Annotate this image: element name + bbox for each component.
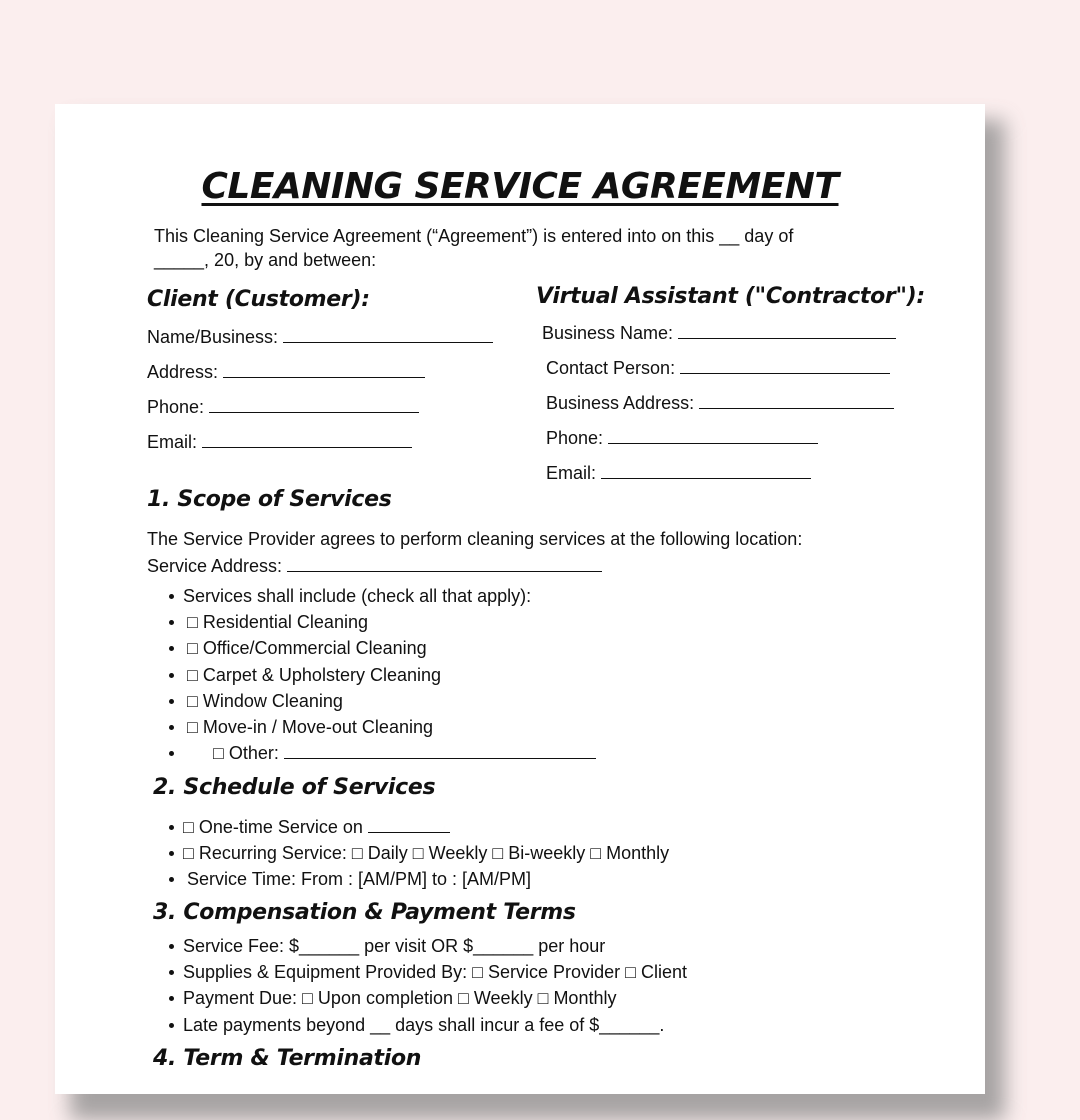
contractor-contact-label: Contact Person:	[546, 358, 676, 378]
checkbox-residential[interactable]: □ Residential Cleaning	[187, 612, 368, 633]
contractor-phone-label: Phone:	[546, 428, 604, 448]
one-time-date-blank[interactable]	[368, 816, 450, 833]
service-address-field[interactable]	[147, 555, 602, 577]
contractor-address-field[interactable]	[546, 392, 894, 414]
contractor-phone-blank[interactable]	[608, 427, 818, 444]
client-phone-label: Phone:	[147, 397, 205, 417]
client-phone-field[interactable]	[147, 396, 419, 418]
list-item: Service Fee: $______ per visit OR $______ per hour	[155, 933, 687, 959]
contractor-address-blank[interactable]	[699, 392, 894, 409]
client-heading: Client (Customer):	[147, 287, 370, 312]
document-page	[55, 104, 985, 1094]
intro-line-1: This Cleaning Service Agreement (“Agreement”) is entered into on this __ day of	[154, 226, 794, 246]
client-name-blank[interactable]	[283, 326, 493, 343]
list-item[interactable]	[155, 662, 596, 688]
checkbox-move-in-out[interactable]: □ Move-in / Move-out Cleaning	[187, 716, 433, 737]
schedule-list	[155, 814, 669, 893]
contractor-business-name-label: Business Name:	[542, 323, 674, 343]
contractor-email-field[interactable]	[546, 462, 811, 484]
list-item[interactable]	[155, 814, 669, 840]
scope-intro: The Service Provider agrees to perform cleaning services at the following location:	[147, 529, 803, 549]
list-item[interactable]	[155, 609, 596, 635]
checkbox-one-time[interactable]: □ One-time Service on	[183, 817, 363, 837]
scope-list	[155, 583, 596, 766]
list-item[interactable]	[155, 688, 596, 714]
service-address-label: Service Address:	[147, 556, 283, 576]
client-name-field[interactable]	[147, 326, 493, 348]
contractor-business-name-field[interactable]	[542, 322, 896, 344]
scope-heading: 1. Scope of Services	[147, 487, 392, 512]
list-item[interactable]	[155, 740, 596, 766]
contractor-phone-field[interactable]	[546, 427, 818, 449]
checkbox-office-commercial[interactable]: □ Office/Commercial Cleaning	[187, 638, 427, 659]
list-item: Late payments beyond __ days shall incur a fee of $______.	[155, 1012, 687, 1038]
list-item[interactable]	[155, 714, 596, 740]
term-heading: 4. Term & Termination	[153, 1046, 422, 1071]
compensation-heading: 3. Compensation & Payment Terms	[153, 900, 576, 925]
compensation-list	[155, 933, 687, 1038]
contractor-email-label: Email:	[546, 463, 597, 483]
service-address-blank[interactable]	[287, 555, 602, 572]
list-item[interactable]: Payment Due: □ Upon completion □ Weekly □ Monthly	[155, 985, 687, 1011]
schedule-heading: 2. Schedule of Services	[153, 775, 436, 800]
checkbox-window[interactable]: □ Window Cleaning	[187, 690, 343, 711]
list-item: Services shall include (check all that apply):	[155, 583, 596, 609]
contractor-heading: Virtual Assistant ("Contractor"):	[536, 284, 925, 309]
service-time: Service Time: From : [AM/PM] to : [AM/PM]	[187, 869, 532, 890]
list-item[interactable]: Supplies & Equipment Provided By: □ Service Provider □ Client	[155, 959, 687, 985]
client-email-label: Email:	[147, 432, 198, 452]
checkbox-other[interactable]: □ Other:	[213, 743, 279, 764]
contractor-contact-field[interactable]	[546, 357, 890, 379]
other-blank[interactable]	[284, 742, 596, 759]
client-email-blank[interactable]	[202, 431, 412, 448]
contractor-address-label: Business Address:	[546, 393, 695, 413]
contractor-email-blank[interactable]	[601, 462, 811, 479]
client-email-field[interactable]	[147, 431, 412, 453]
client-phone-blank[interactable]	[209, 396, 419, 413]
list-item[interactable]	[155, 635, 596, 661]
list-item[interactable]: □ Recurring Service: □ Daily □ Weekly □ Bi-weekly □ Monthly	[155, 840, 669, 866]
client-address-label: Address:	[147, 362, 219, 382]
list-item	[155, 866, 669, 892]
client-address-blank[interactable]	[223, 361, 425, 378]
contractor-business-name-blank[interactable]	[678, 322, 896, 339]
contractor-contact-blank[interactable]	[680, 357, 890, 374]
client-address-field[interactable]	[147, 361, 425, 383]
checkbox-carpet-upholstery[interactable]: □ Carpet & Upholstery Cleaning	[187, 664, 441, 685]
document-title: CLEANING SERVICE AGREEMENT	[201, 166, 839, 207]
client-name-label: Name/Business:	[147, 327, 279, 347]
intro-line-2: _____, 20, by and between:	[154, 250, 377, 270]
